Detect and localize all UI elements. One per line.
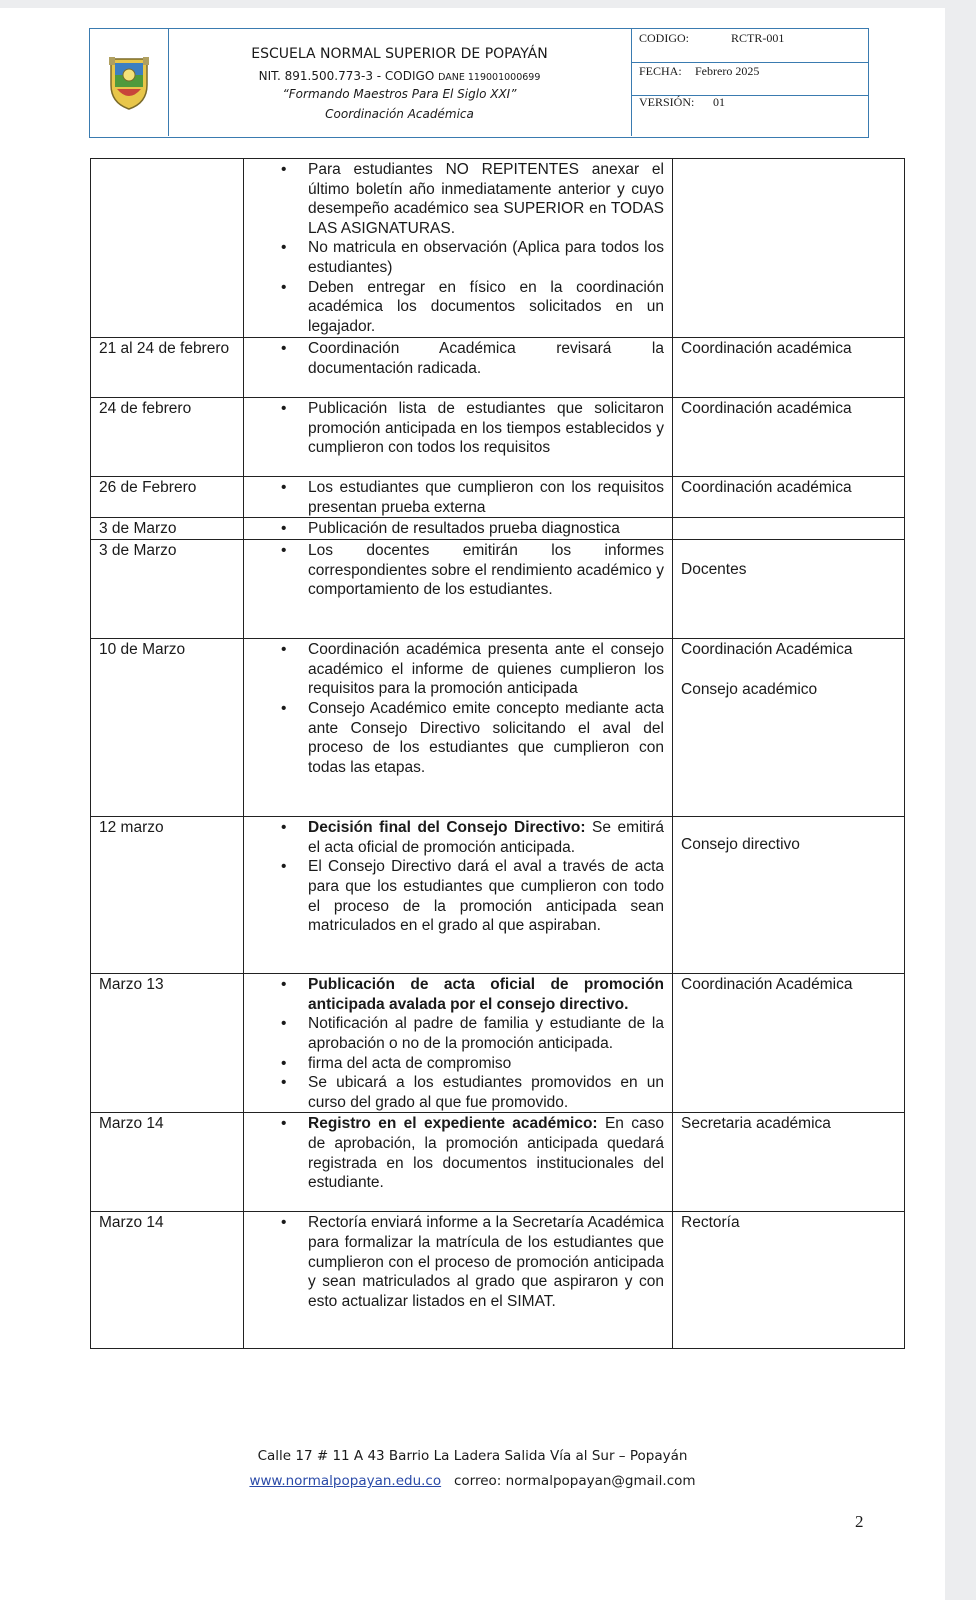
activity-item: • Coordinación Académica revisará la documentación radicada.	[308, 339, 664, 378]
code-row	[631, 29, 868, 63]
activity-list	[250, 519, 664, 539]
activity-item-bold: Publicación de acta oficial de promoción anticipada avalada por el consejo directivo.	[308, 976, 664, 1013]
version-value: 01	[713, 95, 725, 109]
date-cell: 3 de Marzo	[91, 518, 244, 540]
responsible-cell	[673, 477, 905, 518]
responsible-name: Coordinación Académica	[681, 641, 853, 659]
activity-item: • Consejo Académico emite concepto mediante acta ante Consejo Directivo solicitando el aval del proceso de los estudiantes que cumplieron con todas las etapas.	[308, 699, 664, 777]
date-cell	[91, 159, 244, 338]
activity-item-text: En caso de aprobación, la promoción anticipada quedará registrada en los documentos institucionales del estudiante.	[308, 1115, 665, 1192]
activity-item: • Rectoría enviará informe a la Secretaría Académica para formalizar la matrícula de los estudiantes que cumplieron con el proceso de promoción anticipada y sean matriculados al grado que aspiraron y con esto actualizar listados en el SIMAT.	[308, 1213, 664, 1311]
activity-list	[250, 1114, 664, 1192]
activity-cell	[244, 540, 673, 639]
schedule-body	[91, 159, 905, 1349]
activity-cell	[244, 338, 673, 398]
nit-line	[168, 69, 631, 83]
activity-item: • Publicación de resultados prueba diagnostica	[308, 519, 664, 539]
table-row	[91, 398, 905, 477]
date-cell: Marzo 14	[91, 1212, 244, 1349]
responsible-cell	[673, 974, 905, 1113]
activity-item	[308, 1114, 664, 1192]
activity-item: • No matricula en observación (Aplica para todos los estudiantes)	[308, 238, 664, 277]
activity-item-text: Se emitirá el acta oficial de promoción anticipada.	[308, 819, 664, 856]
responsible-name: Rectoría	[681, 1214, 740, 1232]
date-cell: 24 de febrero	[91, 398, 244, 477]
school-name: ESCUELA NORMAL SUPERIOR DE POPAYÁN	[251, 46, 548, 62]
schedule-table	[90, 158, 905, 1349]
date-cell: 26 de Febrero	[91, 477, 244, 518]
table-row	[91, 477, 905, 518]
date-cell: 3 de Marzo	[91, 540, 244, 639]
table-row	[91, 540, 905, 639]
table-row	[91, 974, 905, 1113]
activity-list	[250, 399, 664, 458]
responsible-cell	[673, 518, 905, 540]
motto: “Formando Maestros Para El Siglo XXI”	[282, 87, 517, 101]
date-row	[631, 62, 868, 96]
activity-item: • Para estudiantes NO REPITENTES anexar el último boletín año inmediatamente anterior y cuyo desempeño académico sea SUPERIOR en TODAS LAS ASIGNATURAS.	[308, 160, 664, 238]
activity-list	[250, 818, 664, 936]
responsible-cell	[673, 159, 905, 338]
website-link[interactable]: www.normalpopayan.edu.co	[249, 1473, 442, 1489]
activity-cell	[244, 1113, 673, 1212]
activity-item-bold: Decisión final del Consejo Directivo:	[308, 819, 586, 837]
coordination-label: Coordinación Académica	[325, 107, 474, 121]
activity-list	[250, 478, 664, 517]
meta-cell	[631, 29, 868, 136]
table-row	[91, 1212, 905, 1349]
activity-item	[308, 975, 664, 1014]
activity-list	[250, 541, 664, 600]
version-row	[631, 95, 868, 135]
activity-cell	[244, 398, 673, 477]
date-label: FECHA:	[639, 64, 682, 78]
date-cell: 21 al 24 de febrero	[91, 338, 244, 398]
activity-list	[250, 640, 664, 777]
activity-item: • El Consejo Directivo dará el aval a través de acta para que los estudiantes que cumplieron con todo el proceso de la promoción anticipada sean matriculados en el grado al que aspiraban.	[308, 857, 664, 935]
responsible-name: Consejo académico	[681, 680, 818, 698]
nit-text: NIT. 891.500.773-3 - CODIGO	[258, 69, 435, 83]
responsible-cell	[673, 398, 905, 477]
table-row	[91, 1113, 905, 1212]
date-cell: Marzo 14	[91, 1113, 244, 1212]
responsible-cell	[673, 540, 905, 639]
activity-list	[250, 975, 664, 1112]
responsible-name: Secretaria académica	[681, 1115, 831, 1133]
table-row	[91, 518, 905, 540]
activity-cell	[244, 1212, 673, 1349]
table-row	[91, 817, 905, 974]
activity-item	[308, 818, 664, 857]
responsible-name: Coordinación académica	[681, 400, 852, 417]
logo-cell	[90, 29, 169, 136]
code-label: CODIGO:	[639, 31, 689, 45]
activity-item: • firma del acta de compromiso	[308, 1054, 664, 1074]
activity-item: • Los docentes emitirán los informes correspondientes sobre el rendimiento académico y comportamiento de los estudiantes.	[308, 541, 664, 600]
activity-item: • Coordinación académica presenta ante el consejo académico el informe de quienes cumplieron los requisitos para la promoción anticipada	[308, 640, 664, 699]
responsible-cell	[673, 639, 905, 817]
activity-cell	[244, 974, 673, 1113]
date-cell: 10 de Marzo	[91, 639, 244, 817]
code-value: RCTR-001	[731, 31, 785, 45]
version-label: VERSIÓN:	[639, 95, 695, 109]
activity-cell	[244, 518, 673, 540]
responsible-name: Coordinación Académica	[681, 976, 853, 994]
activity-item: • Publicación lista de estudiantes que solicitaron promoción anticipada en los tiempos establecidos y cumplieron con todos los requisitos	[308, 399, 664, 458]
activity-cell	[244, 639, 673, 817]
footer-address: Calle 17 # 11 A 43 Barrio La Ladera Salida Vía al Sur – Popayán	[257, 1448, 688, 1464]
dane-code: DANE 119001000699	[438, 72, 541, 83]
document-page	[0, 8, 945, 1600]
footer-contact	[0, 1473, 945, 1489]
email-text: correo: normalpopayan@gmail.com	[453, 1473, 696, 1489]
responsible-cell	[673, 338, 905, 398]
activity-cell	[244, 477, 673, 518]
date-cell: Marzo 13	[91, 974, 244, 1113]
responsible-name: Consejo directivo	[681, 836, 800, 854]
document-header	[89, 28, 869, 138]
activity-item: • Notificación al padre de familia y estudiante de la aprobación o no de la promoción anticipada.	[308, 1014, 664, 1053]
activity-cell	[244, 817, 673, 974]
responsible-name: Docentes	[681, 561, 747, 579]
responsible-cell	[673, 1212, 905, 1349]
responsible-name: Coordinación académica	[681, 479, 852, 496]
title-cell	[168, 29, 632, 136]
date-value: Febrero 2025	[695, 64, 760, 78]
activity-item: • Se ubicará a los estudiantes promovidos en un curso del grado al que fue promovido.	[308, 1073, 664, 1112]
table-row	[91, 159, 905, 338]
responsible-cell	[673, 817, 905, 974]
page-number: 2	[855, 1512, 864, 1531]
table-row	[91, 639, 905, 817]
activity-item: • Deben entregar en físico en la coordinación académica los documentos solicitados en un legajador.	[308, 278, 664, 337]
activity-item: • Los estudiantes que cumplieron con los requisitos presentan prueba externa	[308, 478, 664, 517]
activity-cell	[244, 159, 673, 338]
school-crest-icon	[107, 55, 151, 111]
date-cell: 12 marzo	[91, 817, 244, 974]
responsible-cell	[673, 1113, 905, 1212]
activity-list	[250, 1213, 664, 1311]
activity-list	[250, 339, 664, 378]
activity-list	[250, 160, 664, 336]
activity-item-bold: Registro en el expediente académico:	[308, 1115, 598, 1133]
table-row	[91, 338, 905, 398]
responsible-name: Coordinación académica	[681, 340, 852, 357]
